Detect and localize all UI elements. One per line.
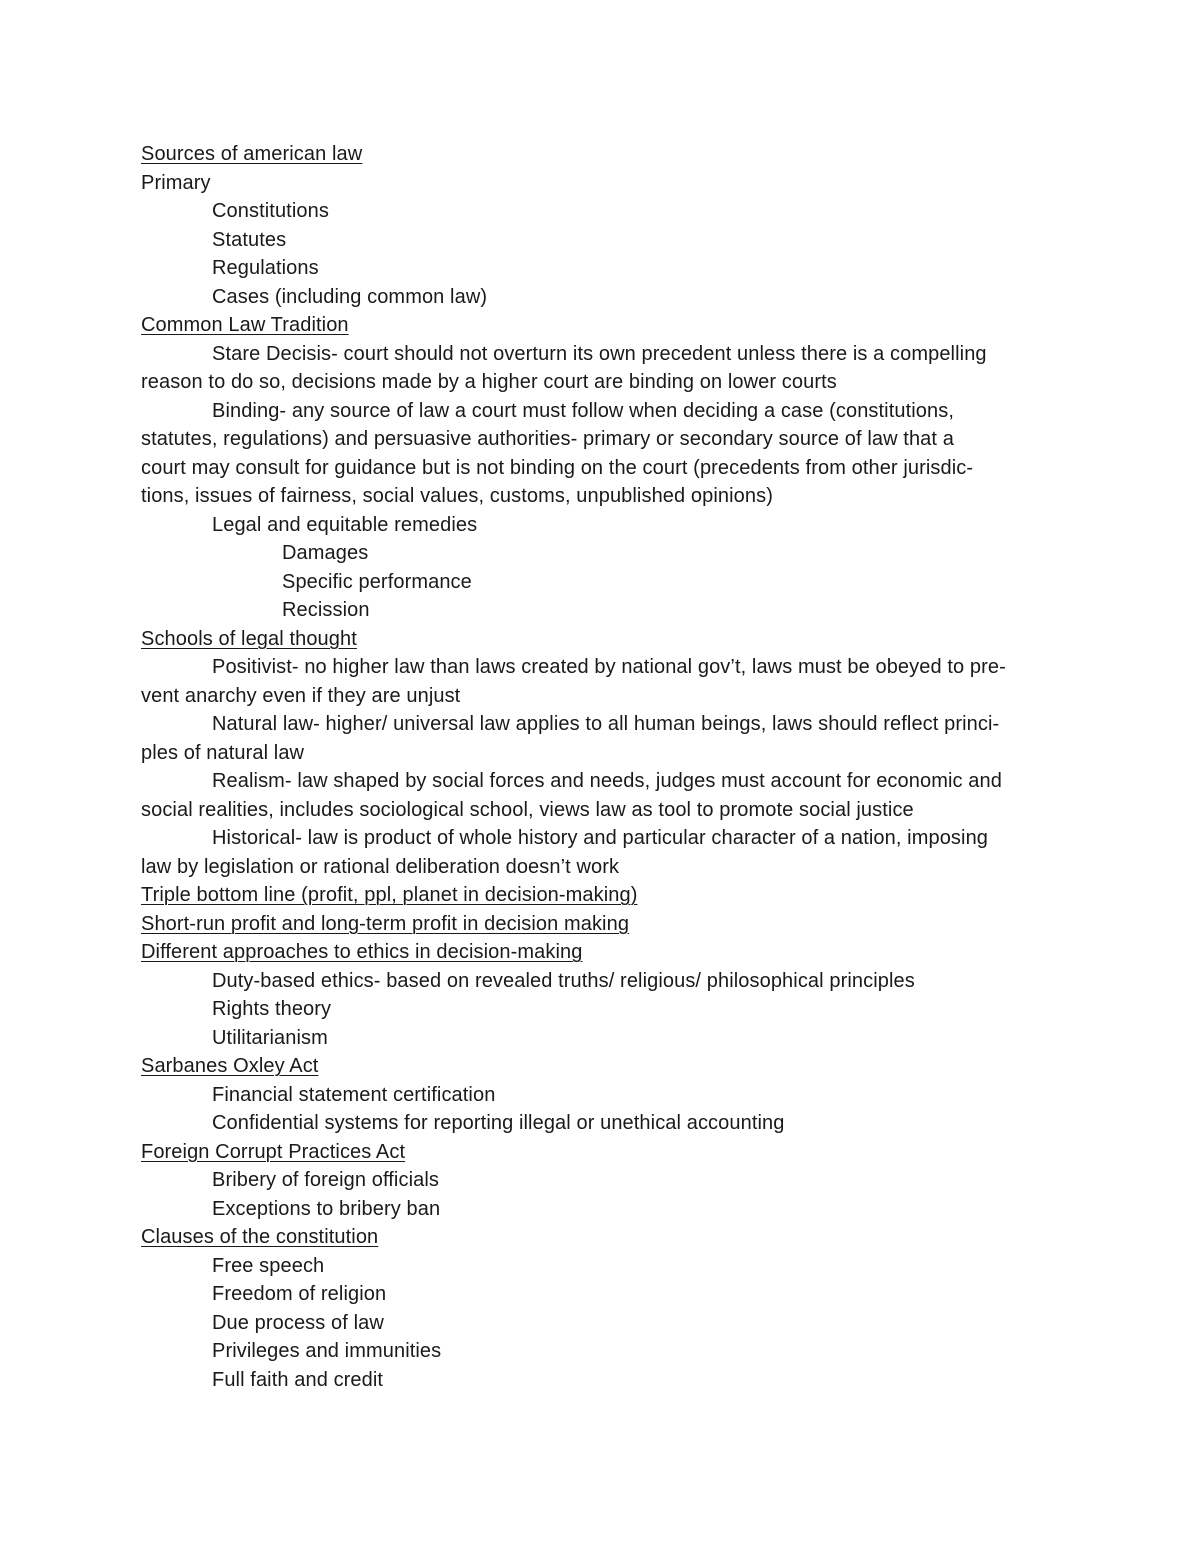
section-heading: Triple bottom line (profit, ppl, planet in decision-making)	[141, 884, 638, 906]
document-body	[141, 140, 1066, 1394]
paragraph-line: tions, issues of fairness, social values, customs, unpublished opinions)	[141, 485, 773, 507]
paragraph-line: Historical- law is product of whole history and particular character of a nation, imposing	[212, 827, 989, 849]
paragraph-line: social realities, includes sociological school, views law as tool to promote social justice	[141, 798, 914, 821]
section-heading: Sarbanes Oxley Act	[141, 1055, 319, 1077]
paragraph-line: court may consult for guidance but is not binding on the court (precedents from other jurisdic-	[141, 456, 974, 479]
list-item: Free speech	[212, 1254, 325, 1277]
paragraph-line: Natural law- higher/ universal law applies to all human beings, laws should reflect princi-	[212, 713, 1000, 735]
list-item: Due process of law	[212, 1311, 384, 1334]
list-item: Cases (including common law)	[212, 285, 488, 308]
paragraph-line: Positivist- no higher law than laws created by national gov’t, laws must be obeyed to pre-	[212, 656, 1006, 678]
section-heading: Schools of legal thought	[141, 627, 357, 650]
section-heading: Common Law Tradition	[141, 314, 349, 336]
paragraph-line: statutes, regulations) and persuasive authorities- primary or secondary source of law that a	[141, 428, 954, 450]
list-item: Specific performance	[282, 570, 472, 593]
paragraph-line: ples of natural law	[141, 741, 305, 764]
paragraph-line: Realism- law shaped by social forces and needs, judges must account for economic and	[212, 770, 1002, 792]
list-item: Exceptions to bribery ban	[212, 1197, 441, 1220]
list-item: Bribery of foreign officials	[212, 1169, 439, 1191]
list-item: Privileges and immunities	[212, 1340, 442, 1362]
list-item: Utilitarianism	[212, 1026, 328, 1049]
paragraph-line: reason to do so, decisions made by a higher court are binding on lower courts	[141, 371, 837, 393]
list-item: Freedom of religion	[212, 1283, 387, 1305]
section-heading: Foreign Corrupt Practices Act	[141, 1140, 406, 1163]
section-heading: Sources of american law	[141, 143, 363, 165]
paragraph-line: law by legislation or rational deliberation doesn’t work	[141, 855, 620, 878]
list-item: Recission	[282, 599, 370, 621]
list-item: Financial statement certification	[212, 1083, 496, 1106]
paragraph-line: vent anarchy even if they are unjust	[141, 684, 461, 707]
list-item: Full faith and credit	[212, 1368, 384, 1391]
section-heading: Clauses of the constitution	[141, 1226, 379, 1248]
list-item: Confidential systems for reporting illegal or unethical accounting	[212, 1112, 785, 1134]
section-heading: Different approaches to ethics in decision-making	[141, 941, 583, 963]
subheading: Primary	[141, 171, 211, 194]
section-heading: Short-run profit and long-term profit in decision making	[141, 912, 630, 935]
paragraph-line: Binding- any source of law a court must follow when deciding a case (constitutions,	[212, 399, 955, 422]
list-item: Statutes	[212, 228, 287, 251]
list-item: Legal and equitable remedies	[212, 513, 478, 536]
list-item: Regulations	[212, 257, 319, 279]
list-item: Rights theory	[212, 998, 332, 1020]
list-item: Constitutions	[212, 200, 329, 222]
list-item: Duty-based ethics- based on revealed truths/ religious/ philosophical principles	[212, 969, 915, 992]
paragraph-line: Stare Decisis- court should not overturn its own precedent unless there is a compelling	[212, 342, 987, 365]
list-item: Damages	[282, 542, 369, 564]
